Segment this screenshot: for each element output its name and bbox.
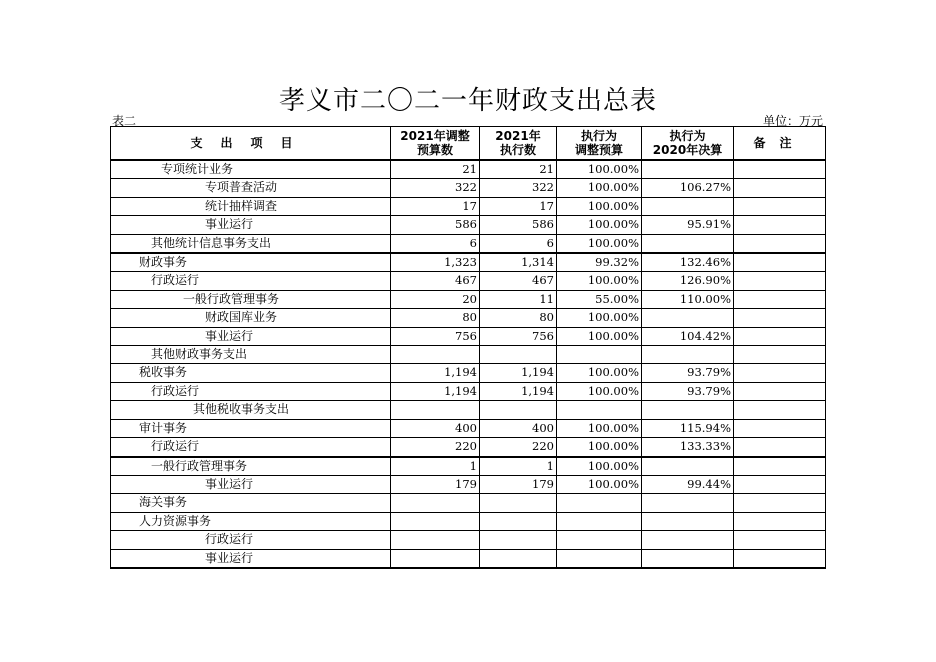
row-exec bbox=[480, 494, 557, 512]
table-label: 表二 bbox=[112, 114, 137, 128]
row-item: 其他财政事务支出 bbox=[111, 346, 391, 364]
row-item: 专项统计业务 bbox=[111, 160, 391, 179]
row-budget bbox=[391, 512, 480, 530]
header-note: 备注 bbox=[734, 127, 826, 161]
row-note bbox=[734, 346, 826, 364]
row-item: 事业运行 bbox=[111, 549, 391, 568]
row-note bbox=[734, 438, 826, 457]
row-budget: 220 bbox=[391, 438, 480, 457]
row-item: 财政事务 bbox=[111, 253, 391, 272]
row-exec: 467 bbox=[480, 272, 557, 290]
row-note bbox=[734, 457, 826, 476]
row-note bbox=[734, 512, 826, 530]
header-rate-prev-line2: 2020年决算 bbox=[652, 143, 723, 157]
table-row bbox=[111, 290, 826, 308]
row-note bbox=[734, 272, 826, 290]
row-note bbox=[734, 364, 826, 382]
row-note bbox=[734, 179, 826, 197]
row-note bbox=[734, 290, 826, 308]
table-row bbox=[111, 401, 826, 419]
table-row bbox=[111, 253, 826, 272]
row-budget: 400 bbox=[391, 419, 480, 437]
row-rate-prev: 126.90% bbox=[642, 272, 734, 290]
header-rate-prev-line1: 执行为 bbox=[669, 129, 706, 143]
row-item: 统计抽样调查 bbox=[111, 197, 391, 215]
row-rate-prev: 110.00% bbox=[642, 290, 734, 308]
table-row bbox=[111, 327, 826, 345]
row-note bbox=[734, 419, 826, 437]
row-rate-budget bbox=[557, 549, 642, 568]
row-item: 行政运行 bbox=[111, 531, 391, 549]
table-row bbox=[111, 512, 826, 530]
table-row bbox=[111, 272, 826, 290]
row-rate-prev: 99.44% bbox=[642, 475, 734, 493]
row-budget: 1,323 bbox=[391, 253, 480, 272]
row-note bbox=[734, 549, 826, 568]
row-rate-budget bbox=[557, 401, 642, 419]
row-budget bbox=[391, 401, 480, 419]
row-exec: 17 bbox=[480, 197, 557, 215]
page-title: 孝义市二〇二一年财政支出总表 bbox=[278, 86, 657, 116]
row-item: 其他税收事务支出 bbox=[111, 401, 391, 419]
row-exec: 756 bbox=[480, 327, 557, 345]
row-budget: 179 bbox=[391, 475, 480, 493]
row-item: 审计事务 bbox=[111, 419, 391, 437]
row-exec: 586 bbox=[480, 216, 557, 234]
row-rate-budget: 55.00% bbox=[557, 290, 642, 308]
row-budget bbox=[391, 531, 480, 549]
row-rate-prev: 133.33% bbox=[642, 438, 734, 457]
row-rate-prev: 93.79% bbox=[642, 364, 734, 382]
row-budget bbox=[391, 549, 480, 568]
row-budget: 756 bbox=[391, 327, 480, 345]
row-exec: 1,314 bbox=[480, 253, 557, 272]
table-row bbox=[111, 346, 826, 364]
row-item: 事业运行 bbox=[111, 475, 391, 493]
row-note bbox=[734, 197, 826, 215]
row-rate-prev bbox=[642, 309, 734, 327]
row-rate-budget: 100.00% bbox=[557, 216, 642, 234]
row-budget: 1,194 bbox=[391, 382, 480, 400]
row-item: 行政运行 bbox=[111, 272, 391, 290]
row-budget: 467 bbox=[391, 272, 480, 290]
row-rate-prev bbox=[642, 549, 734, 568]
row-exec: 400 bbox=[480, 419, 557, 437]
row-rate-prev bbox=[642, 197, 734, 215]
row-budget: 80 bbox=[391, 309, 480, 327]
row-budget: 21 bbox=[391, 160, 480, 179]
row-rate-budget: 100.00% bbox=[557, 382, 642, 400]
row-exec: 80 bbox=[480, 309, 557, 327]
row-budget: 17 bbox=[391, 197, 480, 215]
row-note bbox=[734, 401, 826, 419]
row-budget: 322 bbox=[391, 179, 480, 197]
row-item: 一般行政管理事务 bbox=[111, 290, 391, 308]
row-exec: 1,194 bbox=[480, 364, 557, 382]
table-row bbox=[111, 179, 826, 197]
row-rate-prev: 106.27% bbox=[642, 179, 734, 197]
header-rate-budget bbox=[557, 127, 642, 161]
row-exec bbox=[480, 549, 557, 568]
row-rate-budget: 100.00% bbox=[557, 327, 642, 345]
row-rate-prev bbox=[642, 234, 734, 253]
row-budget bbox=[391, 346, 480, 364]
row-rate-budget: 100.00% bbox=[557, 475, 642, 493]
row-budget: 1 bbox=[391, 457, 480, 476]
row-rate-budget bbox=[557, 346, 642, 364]
row-rate-budget bbox=[557, 494, 642, 512]
table-row bbox=[111, 364, 826, 382]
header-budget-line2: 预算数 bbox=[416, 143, 453, 157]
table-row bbox=[111, 531, 826, 549]
header-rate-budget-line1: 执行为 bbox=[580, 129, 617, 143]
row-exec: 220 bbox=[480, 438, 557, 457]
row-budget: 20 bbox=[391, 290, 480, 308]
row-rate-budget: 100.00% bbox=[557, 272, 642, 290]
row-exec: 21 bbox=[480, 160, 557, 179]
row-budget: 586 bbox=[391, 216, 480, 234]
row-budget: 6 bbox=[391, 234, 480, 253]
row-rate-budget: 100.00% bbox=[557, 234, 642, 253]
row-rate-prev bbox=[642, 457, 734, 476]
row-exec bbox=[480, 512, 557, 530]
row-rate-prev: 115.94% bbox=[642, 419, 734, 437]
row-item: 海关事务 bbox=[111, 494, 391, 512]
table-row bbox=[111, 197, 826, 215]
table-row bbox=[111, 382, 826, 400]
row-note bbox=[734, 253, 826, 272]
row-rate-prev bbox=[642, 401, 734, 419]
row-exec bbox=[480, 346, 557, 364]
row-exec: 322 bbox=[480, 179, 557, 197]
row-rate-prev bbox=[642, 494, 734, 512]
row-item: 事业运行 bbox=[111, 216, 391, 234]
row-rate-budget: 100.00% bbox=[557, 364, 642, 382]
row-rate-budget: 100.00% bbox=[557, 197, 642, 215]
row-note bbox=[734, 160, 826, 179]
row-rate-prev: 95.91% bbox=[642, 216, 734, 234]
row-rate-budget: 100.00% bbox=[557, 179, 642, 197]
row-rate-budget: 99.32% bbox=[557, 253, 642, 272]
row-exec bbox=[480, 401, 557, 419]
row-note bbox=[734, 475, 826, 493]
table-row bbox=[111, 234, 826, 253]
header-budget-line1: 2021年调整 bbox=[400, 129, 470, 143]
row-item: 人力资源事务 bbox=[111, 512, 391, 530]
row-rate-budget bbox=[557, 512, 642, 530]
expenditure-table bbox=[110, 126, 826, 569]
row-rate-prev: 93.79% bbox=[642, 382, 734, 400]
row-exec bbox=[480, 531, 557, 549]
row-note bbox=[734, 216, 826, 234]
row-note bbox=[734, 531, 826, 549]
row-item: 行政运行 bbox=[111, 438, 391, 457]
row-rate-prev: 104.42% bbox=[642, 327, 734, 345]
row-exec: 1,194 bbox=[480, 382, 557, 400]
table-row bbox=[111, 475, 826, 493]
row-item: 行政运行 bbox=[111, 382, 391, 400]
row-budget bbox=[391, 494, 480, 512]
header-exec-line1: 2021年 bbox=[495, 129, 541, 143]
table-row bbox=[111, 216, 826, 234]
header-item: 支出项目 bbox=[111, 127, 391, 161]
row-exec: 11 bbox=[480, 290, 557, 308]
row-exec: 6 bbox=[480, 234, 557, 253]
row-rate-prev bbox=[642, 346, 734, 364]
row-rate-budget: 100.00% bbox=[557, 438, 642, 457]
unit-label: 单位：万元 bbox=[762, 114, 823, 128]
row-item: 事业运行 bbox=[111, 327, 391, 345]
header-row bbox=[111, 127, 826, 161]
row-budget: 1,194 bbox=[391, 364, 480, 382]
row-rate-prev bbox=[642, 531, 734, 549]
table-row bbox=[111, 419, 826, 437]
row-item: 税收事务 bbox=[111, 364, 391, 382]
row-exec: 179 bbox=[480, 475, 557, 493]
row-note bbox=[734, 234, 826, 253]
row-rate-prev: 132.46% bbox=[642, 253, 734, 272]
table-row bbox=[111, 309, 826, 327]
row-rate-budget: 100.00% bbox=[557, 160, 642, 179]
row-rate-budget: 100.00% bbox=[557, 419, 642, 437]
row-note bbox=[734, 327, 826, 345]
row-item: 专项普查活动 bbox=[111, 179, 391, 197]
row-item: 财政国库业务 bbox=[111, 309, 391, 327]
row-note bbox=[734, 382, 826, 400]
row-note bbox=[734, 494, 826, 512]
header-exec-line2: 执行数 bbox=[499, 143, 536, 157]
row-rate-budget: 100.00% bbox=[557, 309, 642, 327]
row-item: 一般行政管理事务 bbox=[111, 457, 391, 476]
row-item: 其他统计信息事务支出 bbox=[111, 234, 391, 253]
table-row bbox=[111, 494, 826, 512]
row-rate-prev bbox=[642, 160, 734, 179]
row-rate-budget bbox=[557, 531, 642, 549]
header-exec bbox=[480, 127, 557, 161]
row-exec: 1 bbox=[480, 457, 557, 476]
header-budget bbox=[391, 127, 480, 161]
row-rate-budget: 100.00% bbox=[557, 457, 642, 476]
row-rate-prev bbox=[642, 512, 734, 530]
row-note bbox=[734, 309, 826, 327]
table-row bbox=[111, 438, 826, 457]
table-row bbox=[111, 549, 826, 568]
table-row bbox=[111, 160, 826, 179]
table-row bbox=[111, 457, 826, 476]
header-rate-budget-line2: 调整预算 bbox=[574, 143, 623, 157]
header-rate-prev bbox=[642, 127, 734, 161]
